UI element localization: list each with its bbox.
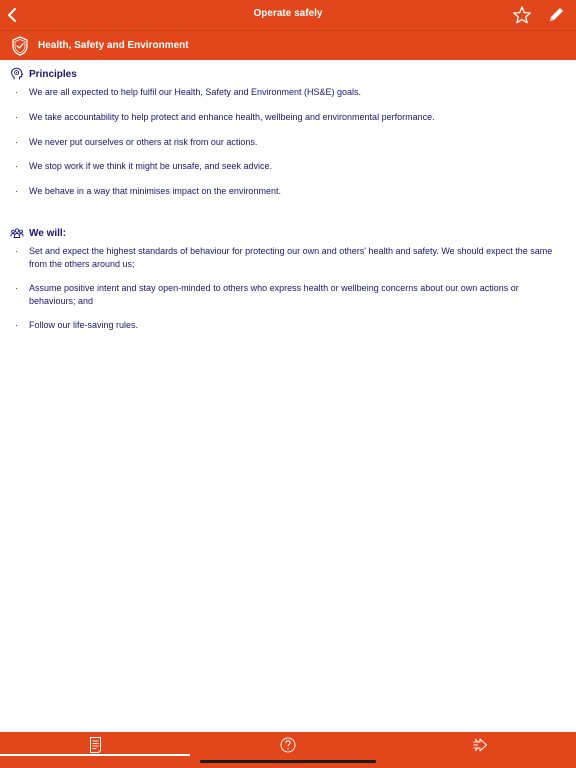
- bullet: ·: [15, 283, 18, 293]
- head-gear-icon: [10, 67, 24, 81]
- principles-heading-label: Principles: [29, 68, 77, 80]
- home-indicator[interactable]: [200, 760, 376, 763]
- principles-heading: [10, 67, 77, 81]
- people-group-icon: [10, 226, 24, 240]
- selected-tab-indicator: [0, 754, 190, 756]
- bullet: ·: [15, 161, 18, 171]
- principles-item-text: We never put ourselves or others at risk from our actions.: [29, 137, 258, 147]
- we-will-item: [15, 245, 565, 271]
- we-will-heading-label: We will:: [29, 227, 67, 239]
- share-arrow-icon: [472, 736, 488, 754]
- bullet: ·: [15, 186, 18, 196]
- we-will-heading: [10, 226, 66, 240]
- tab-document[interactable]: [0, 732, 192, 768]
- top-navigation-bar: [0, 0, 576, 30]
- question-icon: [280, 736, 296, 754]
- principles-item-text: We behave in a way that minimises impact on the environment.: [29, 186, 281, 196]
- bullet: ·: [15, 112, 18, 122]
- bullet: ·: [15, 137, 18, 147]
- principles-item-text: We are all expected to help fulfil our Health, Safety and Environment (HS&E) goals.: [29, 87, 362, 97]
- section-title: Health, Safety and Environment: [38, 40, 189, 51]
- principles-item: [15, 185, 565, 198]
- we-will-item-text: Follow our life-saving rules.: [29, 320, 139, 330]
- bullet: ·: [15, 87, 18, 97]
- principles-item: [15, 136, 565, 149]
- pencil-icon[interactable]: [546, 5, 566, 25]
- we-will-item: [15, 319, 565, 332]
- page-title: Operate safely: [253, 8, 323, 19]
- principles-item-text: We stop work if we think it might be unsafe, and seek advice.: [29, 161, 272, 171]
- principles-item: [15, 111, 565, 124]
- we-will-item-text: Set and expect the highest standards of behaviour for protecting our own and others' health and safety. We should expect the same from the others around us;: [29, 246, 553, 269]
- principles-item: [15, 86, 565, 99]
- bullet: ·: [15, 320, 18, 330]
- shield-check-icon: [10, 35, 30, 57]
- principles-item-text: We take accountability to help protect and enhance health, wellbeing and environmental performance.: [29, 112, 435, 122]
- we-will-item: [15, 282, 565, 308]
- we-will-item-text: Assume positive intent and stay open-minded to others who express health or wellbeing concerns about our own actions or behaviours; and: [29, 283, 519, 306]
- principles-item: [15, 160, 565, 173]
- bullet: ·: [15, 246, 18, 256]
- section-header: [0, 30, 576, 60]
- document-icon: [88, 736, 104, 754]
- tab-share[interactable]: [384, 732, 576, 768]
- star-icon[interactable]: [512, 5, 532, 25]
